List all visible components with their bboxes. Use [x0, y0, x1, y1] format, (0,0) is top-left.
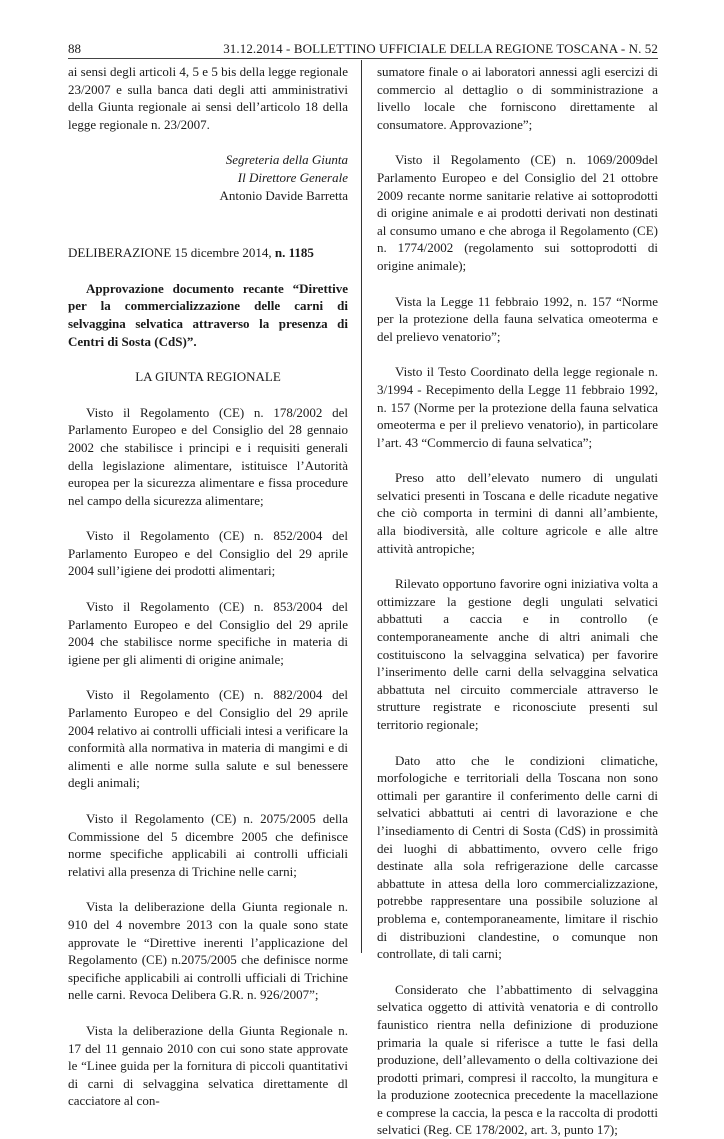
column-divider: [361, 60, 362, 953]
running-title: 31.12.2014 - BOLLETTINO UFFICIALE DELLA REGIONE TOSCANA - N. 52: [223, 41, 658, 56]
deliberation-number: n. 1185: [274, 245, 314, 261]
recital-11: Preso atto dell’elevato numero di ungulati selvatici presenti in Toscana e delle ricadute negative che ciò comporta in termini di danni all’ambiente, alla biodiversità, alle colture agricole e alle altre attività antropiche;: [377, 470, 658, 556]
signature-name: Antonio Davide Barretta: [219, 187, 348, 203]
recital-4: Visto il Regolamento (CE) n. 882/2004 del Parlamento Europeo e del Consiglio del 29 aprile 2004 relativo ai controlli ufficiali intesi a verificare la conformità alla normativa in materia di mangimi e di alimenti e alle norme sulla salute e sul benessere degli animali;: [68, 687, 348, 791]
recital-3: Visto il Regolamento (CE) n. 853/2004 del Parlamento Europeo e del Consiglio del 29 aprile 2004 che stabilisce norme specifiche in materia di igiene per gli alimenti di origine animale;: [68, 599, 348, 667]
giunta-heading: LA GIUNTA REGIONALE: [135, 369, 281, 385]
signature-role: Il Direttore Generale: [237, 169, 348, 185]
recital-9: Vista la Legge 11 febbraio 1992, n. 157 “Norme per la protezione della fauna selvatica omeoterma e del prelievo venatorio”;: [377, 293, 658, 344]
recital-1: Visto il Regolamento (CE) n. 178/2002 del Parlamento Europeo e del Consiglio del 28 gennaio 2002 che stabilisce i principi e i requisiti generali della legislazione alimentare, istituisce l’Autorità europea per la sicurezza alimentare e fissa procedure nel campo della sicurezza alimentare;: [68, 404, 348, 508]
left-column: [68, 63, 348, 1110]
signature-office: Segreteria della Giunta: [225, 152, 348, 168]
deliberation-date: DELIBERAZIONE 15 dicembre 2014,: [68, 245, 275, 261]
deliberation-title: Approvazione documento recante “Direttive per la commercializzazione delle carni di selvaggina selvatica attraverso la presenza di Centri di Sosta (CdS)”.: [68, 280, 348, 349]
recital-12: Rilevato opportuno favorire ogni iniziativa volta a ottimizzare la gestione degli ungulati selvatici abbattuti a caccia e in controllo (e contemporaneamente anche di altri animali che costituiscono la selvaggina selvatica) per favorire l’inserimento delle carni della selvaggina selvatica abbattuta nel circuito commerciale attraverso le strutture registrate e riconosciute presenti sul territorio regionale;: [377, 576, 658, 732]
recital-2: Visto il Regolamento (CE) n. 852/2004 del Parlamento Europeo e del Consiglio del 29 aprile 2004 sull’igiene dei prodotti alimentari;: [68, 528, 348, 579]
deliberation-heading: [68, 244, 348, 262]
recital-14: Considerato che l’abbattimento di selvaggina selvatica oggetto di attività venatoria e di controllo faunistico rientra nella definizione di produzione primaria la quale si riferisce a tutte le fasi della produzione, dell’allevamento o della coltivazione dei prodotti primari, compresi il raccolto, la mungitura e la produzione zootecnica precedente la macellazione e comprese la caccia, la pesca e la raccolta di prodotti selvatici (Reg. CE 178/2002, art. 3, punto 17);: [377, 981, 658, 1138]
recital-7: Vista la deliberazione della Giunta Regionale n. 17 del 11 gennaio 2010 con cui sono state approvate le “Linee guida per la fornitura di piccoli quantitativi di carni di selvaggina selvatica direttamente dl cacciatore al con-: [68, 1022, 348, 1109]
signature-block: [68, 151, 348, 204]
page-number: 88: [68, 41, 81, 56]
right-column: [377, 63, 658, 1139]
recital-8: Visto il Regolamento (CE) n. 1069/2009del Parlamento Europeo e del Consiglio del 21 ottobre 2009 recante norme sanitarie relative ai sottoprodotti di origine animale e ai prodotti derivati non destinati al consumo umano e che abroga il Regolamento (CE) n. 1774/2002 (regolamento sui sottoprodotti di origine animale);: [377, 152, 658, 273]
intro-paragraph: ai sensi degli articoli 4, 5 e 5 bis della legge regionale 23/2007 e sulla banca dati degli atti amministrativi della Giunta regionale ai sensi dell’articolo 18 della legge regionale n. 23/2007.: [68, 64, 348, 132]
recital-5: Visto il Regolamento (CE) n. 2075/2005 della Commissione del 5 dicembre 2005 che definisce norme specifiche applicabili ai controlli ufficiali relativi alla presenza di Trichine nelle carni;: [68, 811, 348, 879]
recital-13: Dato atto che le condizioni climatiche, morfologiche e territoriali della Toscana non sono ottimali per garantire il conferimento delle carni di selvatici abbattuti ai centri di lavorazione e che l’insediamento di Centri di Sosta (CdS) in prossimità dei luoghi di abbattimento, ovvero celle frigo destinate alla sola refrigerazione delle carcasse abbattute in attesa della loro commercializzazione, potrebbe rappresentare una possibile soluzione al problema e, contemporaneamente, limitare il rischio di distribuzioni clandestine, o comunque non controllate, di tali carni;: [377, 752, 658, 962]
page-header: [68, 38, 658, 59]
recital-6: Vista la deliberazione della Giunta regionale n. 910 del 4 novembre 2013 con la quale sono state approvate le “Direttive inerenti l’applicazione del Regolamento (CE) n.2075/2005 che definisce norme specifiche applicabili ai controlli ufficiali di Trichine nelle carni. Revoca Delibera G.R. n. 926/2007”;: [68, 899, 348, 1003]
recital-10: Visto il Testo Coordinato della legge regionale n. 3/1994 - Recepimento della Legge 11 febbraio 1992, n. 157 (Norme per la protezione della fauna selvatica omeoterma e per il prelievo venatorio), in particolare l’art. 43 “Commercio di fauna selvatica”;: [377, 364, 658, 450]
recital-7-continued: sumatore finale o ai laboratori annessi agli esercizi di commercio al dettaglio o di somministrazione a livello locale che forniscono direttamente al consumatore. Approvazione”;: [377, 64, 658, 132]
